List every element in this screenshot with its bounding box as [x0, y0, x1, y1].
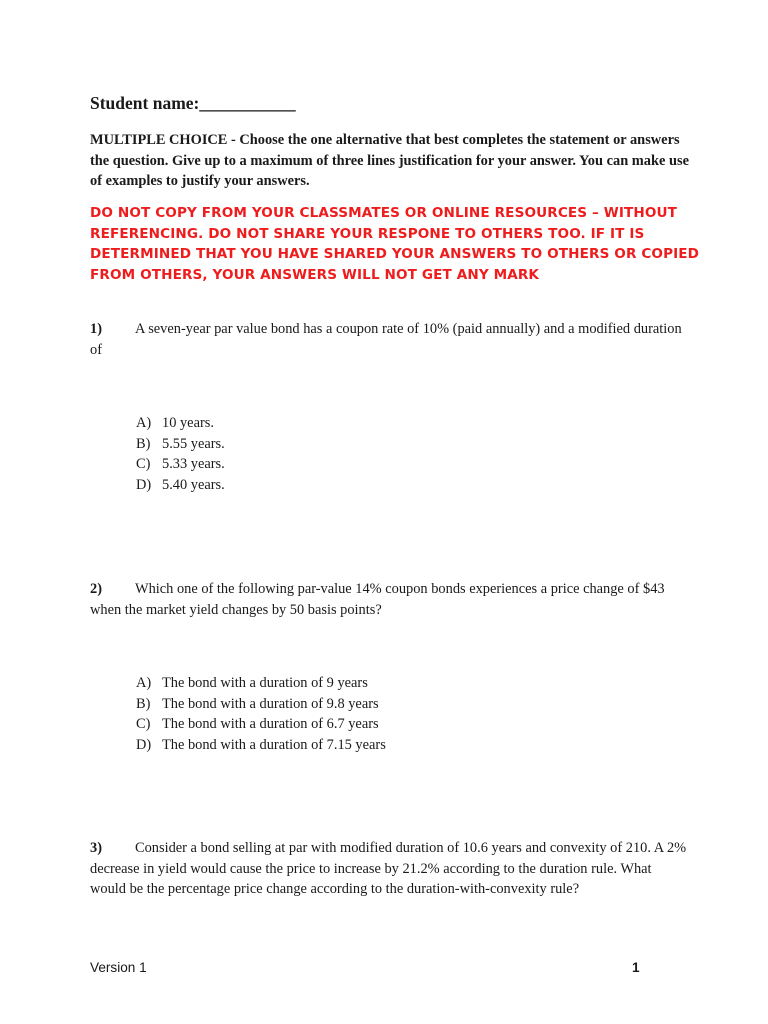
footer-version: Version 1	[90, 960, 147, 975]
option-letter: B)	[136, 695, 151, 712]
option-c[interactable]	[136, 454, 225, 475]
question-3	[90, 838, 690, 900]
question-2-options	[136, 673, 386, 755]
option-letter: A)	[136, 675, 152, 691]
question-1	[90, 319, 690, 360]
option-d[interactable]	[136, 475, 225, 496]
question-2	[90, 579, 690, 620]
option-b[interactable]	[136, 434, 225, 455]
option-text: The bond with a duration of 9 years	[162, 675, 368, 691]
option-text: 5.33 years.	[162, 456, 225, 473]
question-text: Which one of the following par-value 14% coupon bonds experiences a price change of $43 when the market yield changes by 50 basis points?	[90, 581, 665, 618]
question-1-options	[136, 413, 225, 495]
option-text: The bond with a duration of 7.15 years	[162, 736, 386, 753]
option-letter: A)	[136, 415, 152, 431]
instructions-text: MULTIPLE CHOICE - Choose the one alternative that best completes the statement or answers the question. Give up to a maximum of three lines justification for your answer. You can make use of examples to justify your answers.	[90, 132, 689, 189]
footer-page-number: 1	[632, 960, 640, 975]
option-letter: C)	[136, 456, 151, 473]
option-text: The bond with a duration of 9.8 years	[162, 695, 379, 712]
option-c[interactable]	[136, 714, 386, 735]
option-text: 5.55 years.	[162, 435, 225, 452]
question-number: 2)	[90, 581, 102, 597]
question-text: Consider a bond selling at par with modified duration of 10.6 years and convexity of 210. A 2% decrease in yield would cause the price to increase by 21.2% according to the duration rule. What would be the percentage price change according to the duration-with-convexity rule?	[90, 840, 687, 898]
option-letter: C)	[136, 716, 151, 733]
option-letter: D)	[136, 476, 152, 493]
option-d[interactable]	[136, 735, 386, 756]
student-name-label: Student name:___________	[90, 93, 296, 113]
option-text: The bond with a duration of 6.7 years	[162, 716, 379, 733]
question-number: 1)	[90, 321, 102, 337]
question-text: A seven-year par value bond has a coupon rate of 10% (paid annually) and a modified duration of	[90, 321, 682, 358]
option-text: 5.40 years.	[162, 476, 225, 493]
option-letter: B)	[136, 435, 151, 452]
option-letter: D)	[136, 736, 152, 753]
option-a[interactable]	[136, 413, 225, 434]
option-b[interactable]	[136, 694, 386, 715]
question-number: 3)	[90, 840, 102, 856]
option-text: 10 years.	[162, 415, 214, 431]
option-a[interactable]	[136, 673, 386, 694]
warning-text: DO NOT COPY FROM YOUR CLASSMATES OR ONLINE RESOURCES – WITHOUT REFERENCING. DO NOT SHARE YOUR RESPONE TO OTHERS TOO. IF IT IS DETERMINED THAT YOU HAVE SHARED YOUR ANSWERS TO OTHERS OR COPIED FROM OTHERS, YOUR ANSWERS WILL NOT GET ANY MARK	[90, 205, 700, 283]
